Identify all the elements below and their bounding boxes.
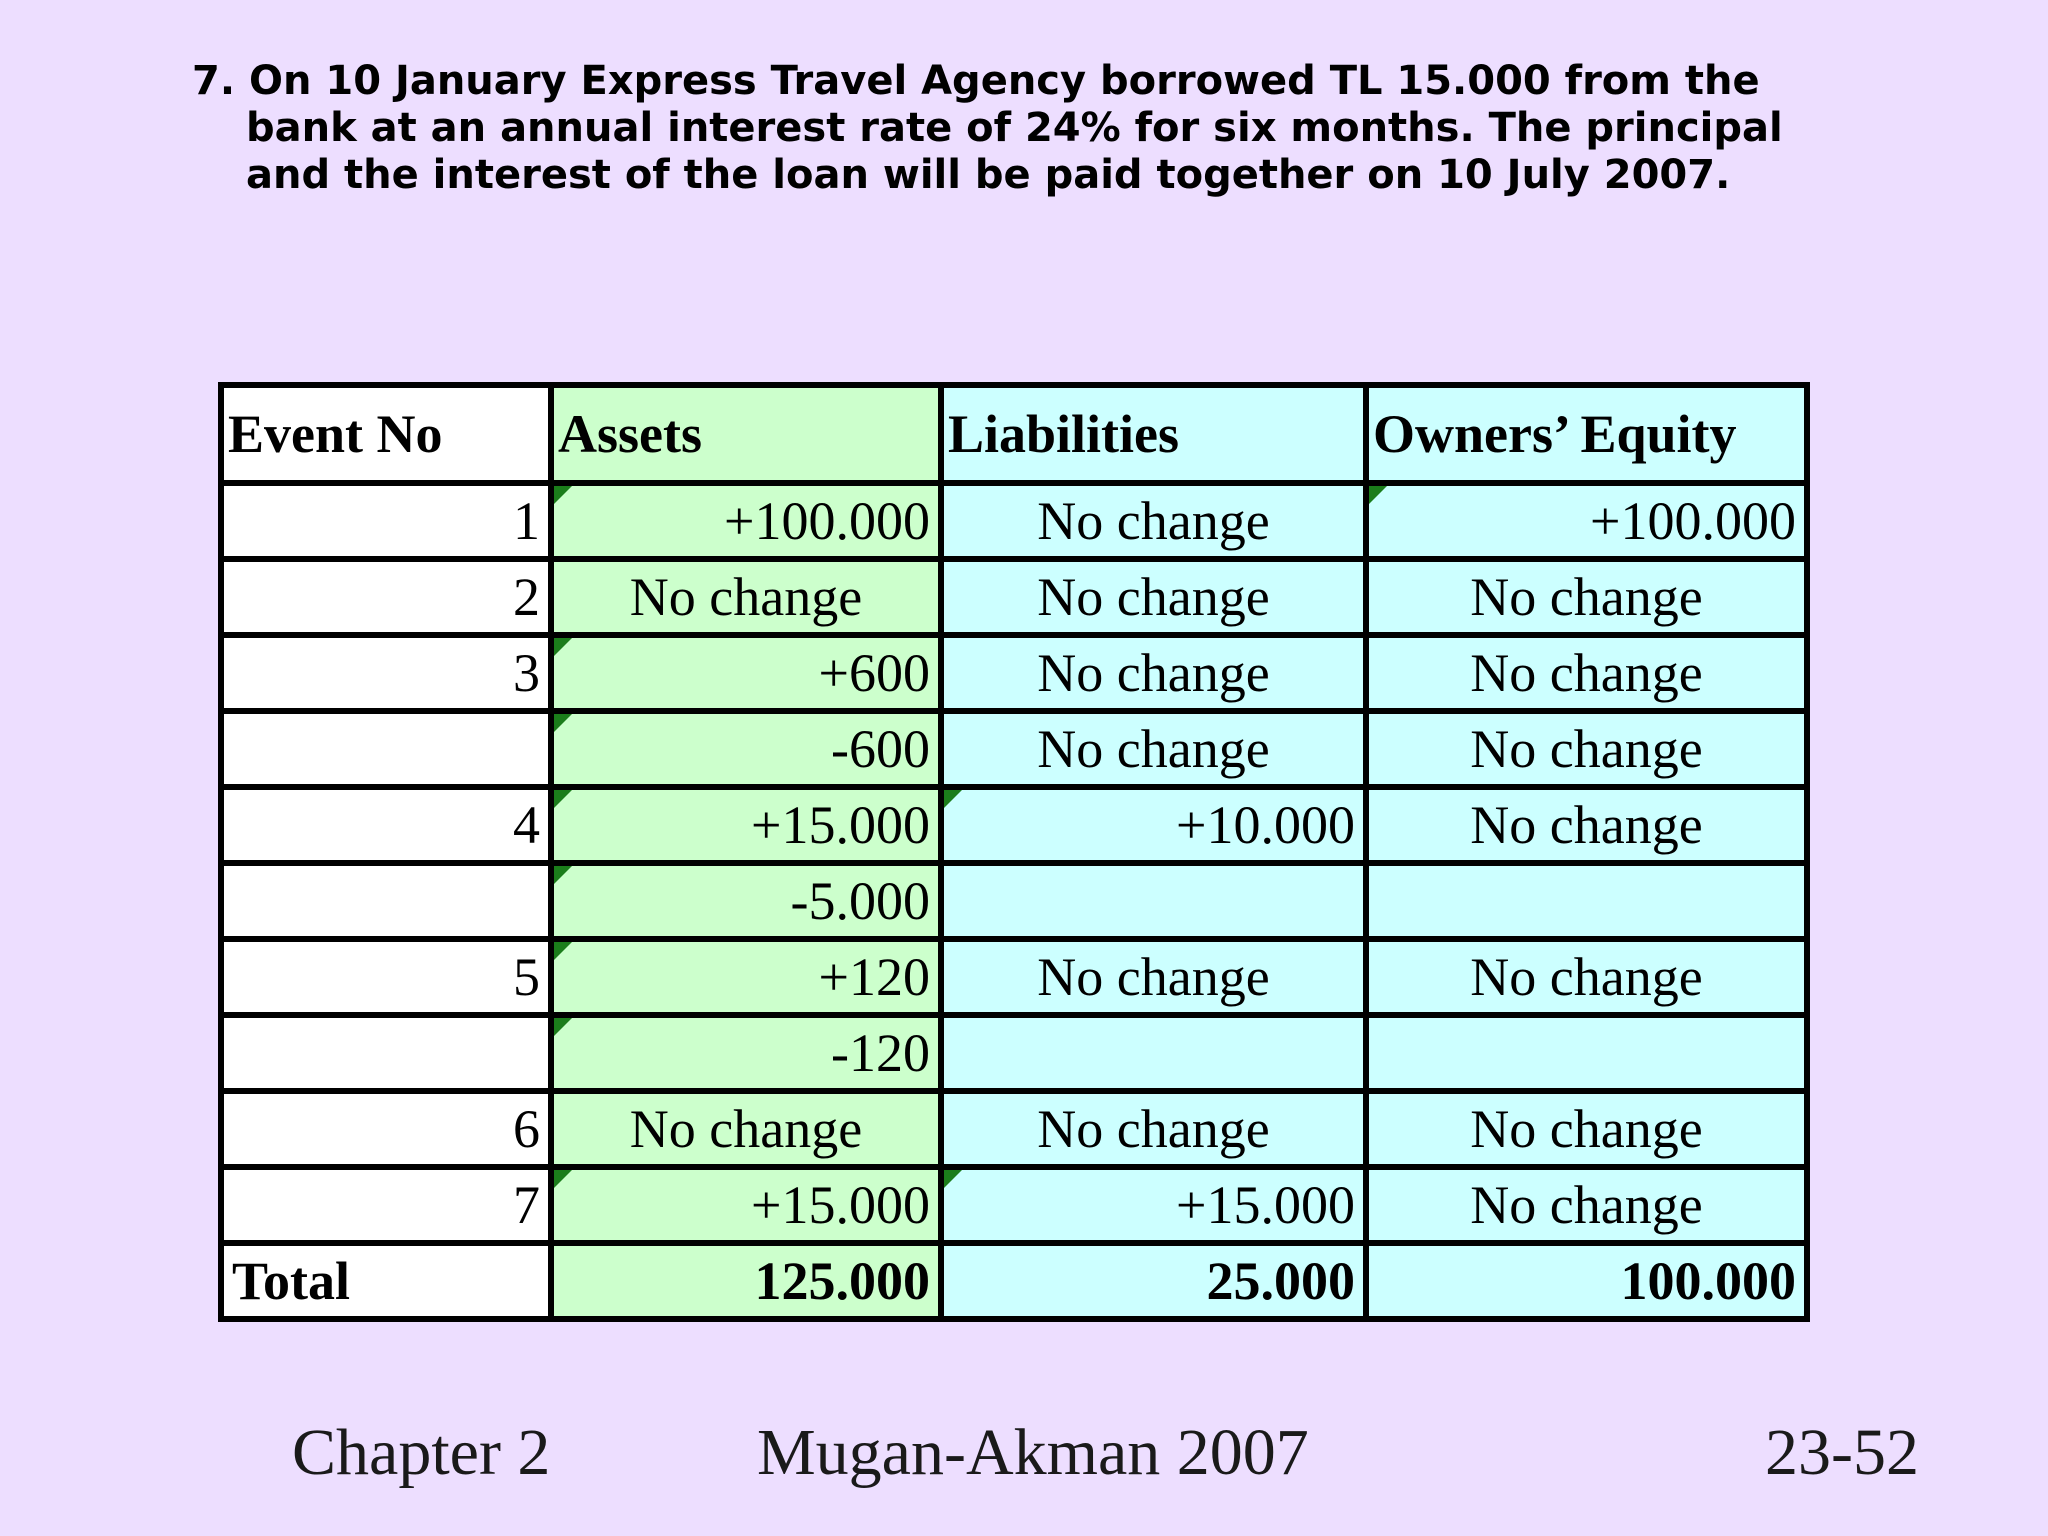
question-line: and the interest of the loan will be paid together on 10 July 2007. bbox=[246, 152, 1731, 198]
event-no-cell: 6 bbox=[221, 1091, 551, 1167]
question-line: bank at an annual interest rate of 24% for six months. The principal bbox=[246, 105, 1783, 151]
event-no-cell: 1 bbox=[221, 483, 551, 559]
assets-cell[interactable]: +15.000 bbox=[551, 787, 941, 863]
table-row bbox=[221, 863, 1807, 939]
equity-cell[interactable]: +100.000 bbox=[1366, 483, 1807, 559]
liabilities-cell[interactable]: No change bbox=[941, 559, 1366, 635]
liabilities-cell[interactable]: No change bbox=[941, 1091, 1366, 1167]
equity-cell[interactable]: No change bbox=[1366, 559, 1807, 635]
event-no-cell bbox=[221, 863, 551, 939]
table-row bbox=[221, 1167, 1807, 1243]
equity-cell[interactable]: No change bbox=[1366, 635, 1807, 711]
event-no-cell bbox=[221, 711, 551, 787]
liabilities-cell[interactable]: +15.000 bbox=[941, 1167, 1366, 1243]
assets-cell[interactable]: +100.000 bbox=[551, 483, 941, 559]
table-row bbox=[221, 939, 1807, 1015]
header-owners-equity: Owners’ Equity bbox=[1366, 385, 1807, 483]
accounting-equation-table bbox=[218, 382, 1810, 1322]
equity-cell[interactable]: No change bbox=[1366, 1091, 1807, 1167]
liabilities-cell[interactable]: No change bbox=[941, 483, 1366, 559]
table-row bbox=[221, 711, 1807, 787]
event-no-cell: 4 bbox=[221, 787, 551, 863]
footer-page-number: 23-52 bbox=[1765, 1416, 1919, 1489]
table-row bbox=[221, 483, 1807, 559]
liabilities-cell[interactable]: No change bbox=[941, 939, 1366, 1015]
assets-cell[interactable]: -120 bbox=[551, 1015, 941, 1091]
table-header-row bbox=[221, 385, 1807, 483]
table-total-row bbox=[221, 1243, 1807, 1319]
total-assets-cell[interactable]: 125.000 bbox=[551, 1243, 941, 1319]
liabilities-cell[interactable] bbox=[941, 1015, 1366, 1091]
header-liabilities: Liabilities bbox=[941, 385, 1366, 483]
liabilities-cell[interactable]: No change bbox=[941, 635, 1366, 711]
question-text bbox=[192, 58, 1952, 199]
event-no-cell: 3 bbox=[221, 635, 551, 711]
event-no-cell bbox=[221, 1015, 551, 1091]
header-assets: Assets bbox=[551, 385, 941, 483]
equity-cell[interactable]: No change bbox=[1366, 939, 1807, 1015]
assets-cell[interactable]: +600 bbox=[551, 635, 941, 711]
assets-cell[interactable]: -600 bbox=[551, 711, 941, 787]
total-equity-cell[interactable]: 100.000 bbox=[1366, 1243, 1807, 1319]
equity-cell[interactable]: No change bbox=[1366, 787, 1807, 863]
assets-cell[interactable]: No change bbox=[551, 559, 941, 635]
assets-cell[interactable]: No change bbox=[551, 1091, 941, 1167]
total-liabilities-cell[interactable]: 25.000 bbox=[941, 1243, 1366, 1319]
equity-cell[interactable]: No change bbox=[1366, 1167, 1807, 1243]
assets-cell[interactable]: +15.000 bbox=[551, 1167, 941, 1243]
liabilities-cell[interactable] bbox=[941, 863, 1366, 939]
table-row bbox=[221, 559, 1807, 635]
table-row bbox=[221, 1015, 1807, 1091]
event-no-cell: 5 bbox=[221, 939, 551, 1015]
footer-author: Mugan-Akman 2007 bbox=[757, 1416, 1309, 1489]
table-row bbox=[221, 787, 1807, 863]
assets-cell[interactable]: +120 bbox=[551, 939, 941, 1015]
header-event-no: Event No bbox=[221, 385, 551, 483]
total-label: Total bbox=[221, 1243, 551, 1319]
equity-cell[interactable] bbox=[1366, 1015, 1807, 1091]
question-line: 7. On 10 January Express Travel Agency borrowed TL 15.000 from the bbox=[192, 58, 1760, 104]
event-no-cell: 2 bbox=[221, 559, 551, 635]
equity-cell[interactable] bbox=[1366, 863, 1807, 939]
liabilities-cell[interactable]: No change bbox=[941, 711, 1366, 787]
equity-cell[interactable]: No change bbox=[1366, 711, 1807, 787]
table-row bbox=[221, 635, 1807, 711]
assets-cell[interactable]: -5.000 bbox=[551, 863, 941, 939]
footer-chapter: Chapter 2 bbox=[292, 1416, 551, 1489]
event-no-cell: 7 bbox=[221, 1167, 551, 1243]
liabilities-cell[interactable]: +10.000 bbox=[941, 787, 1366, 863]
table-row bbox=[221, 1091, 1807, 1167]
